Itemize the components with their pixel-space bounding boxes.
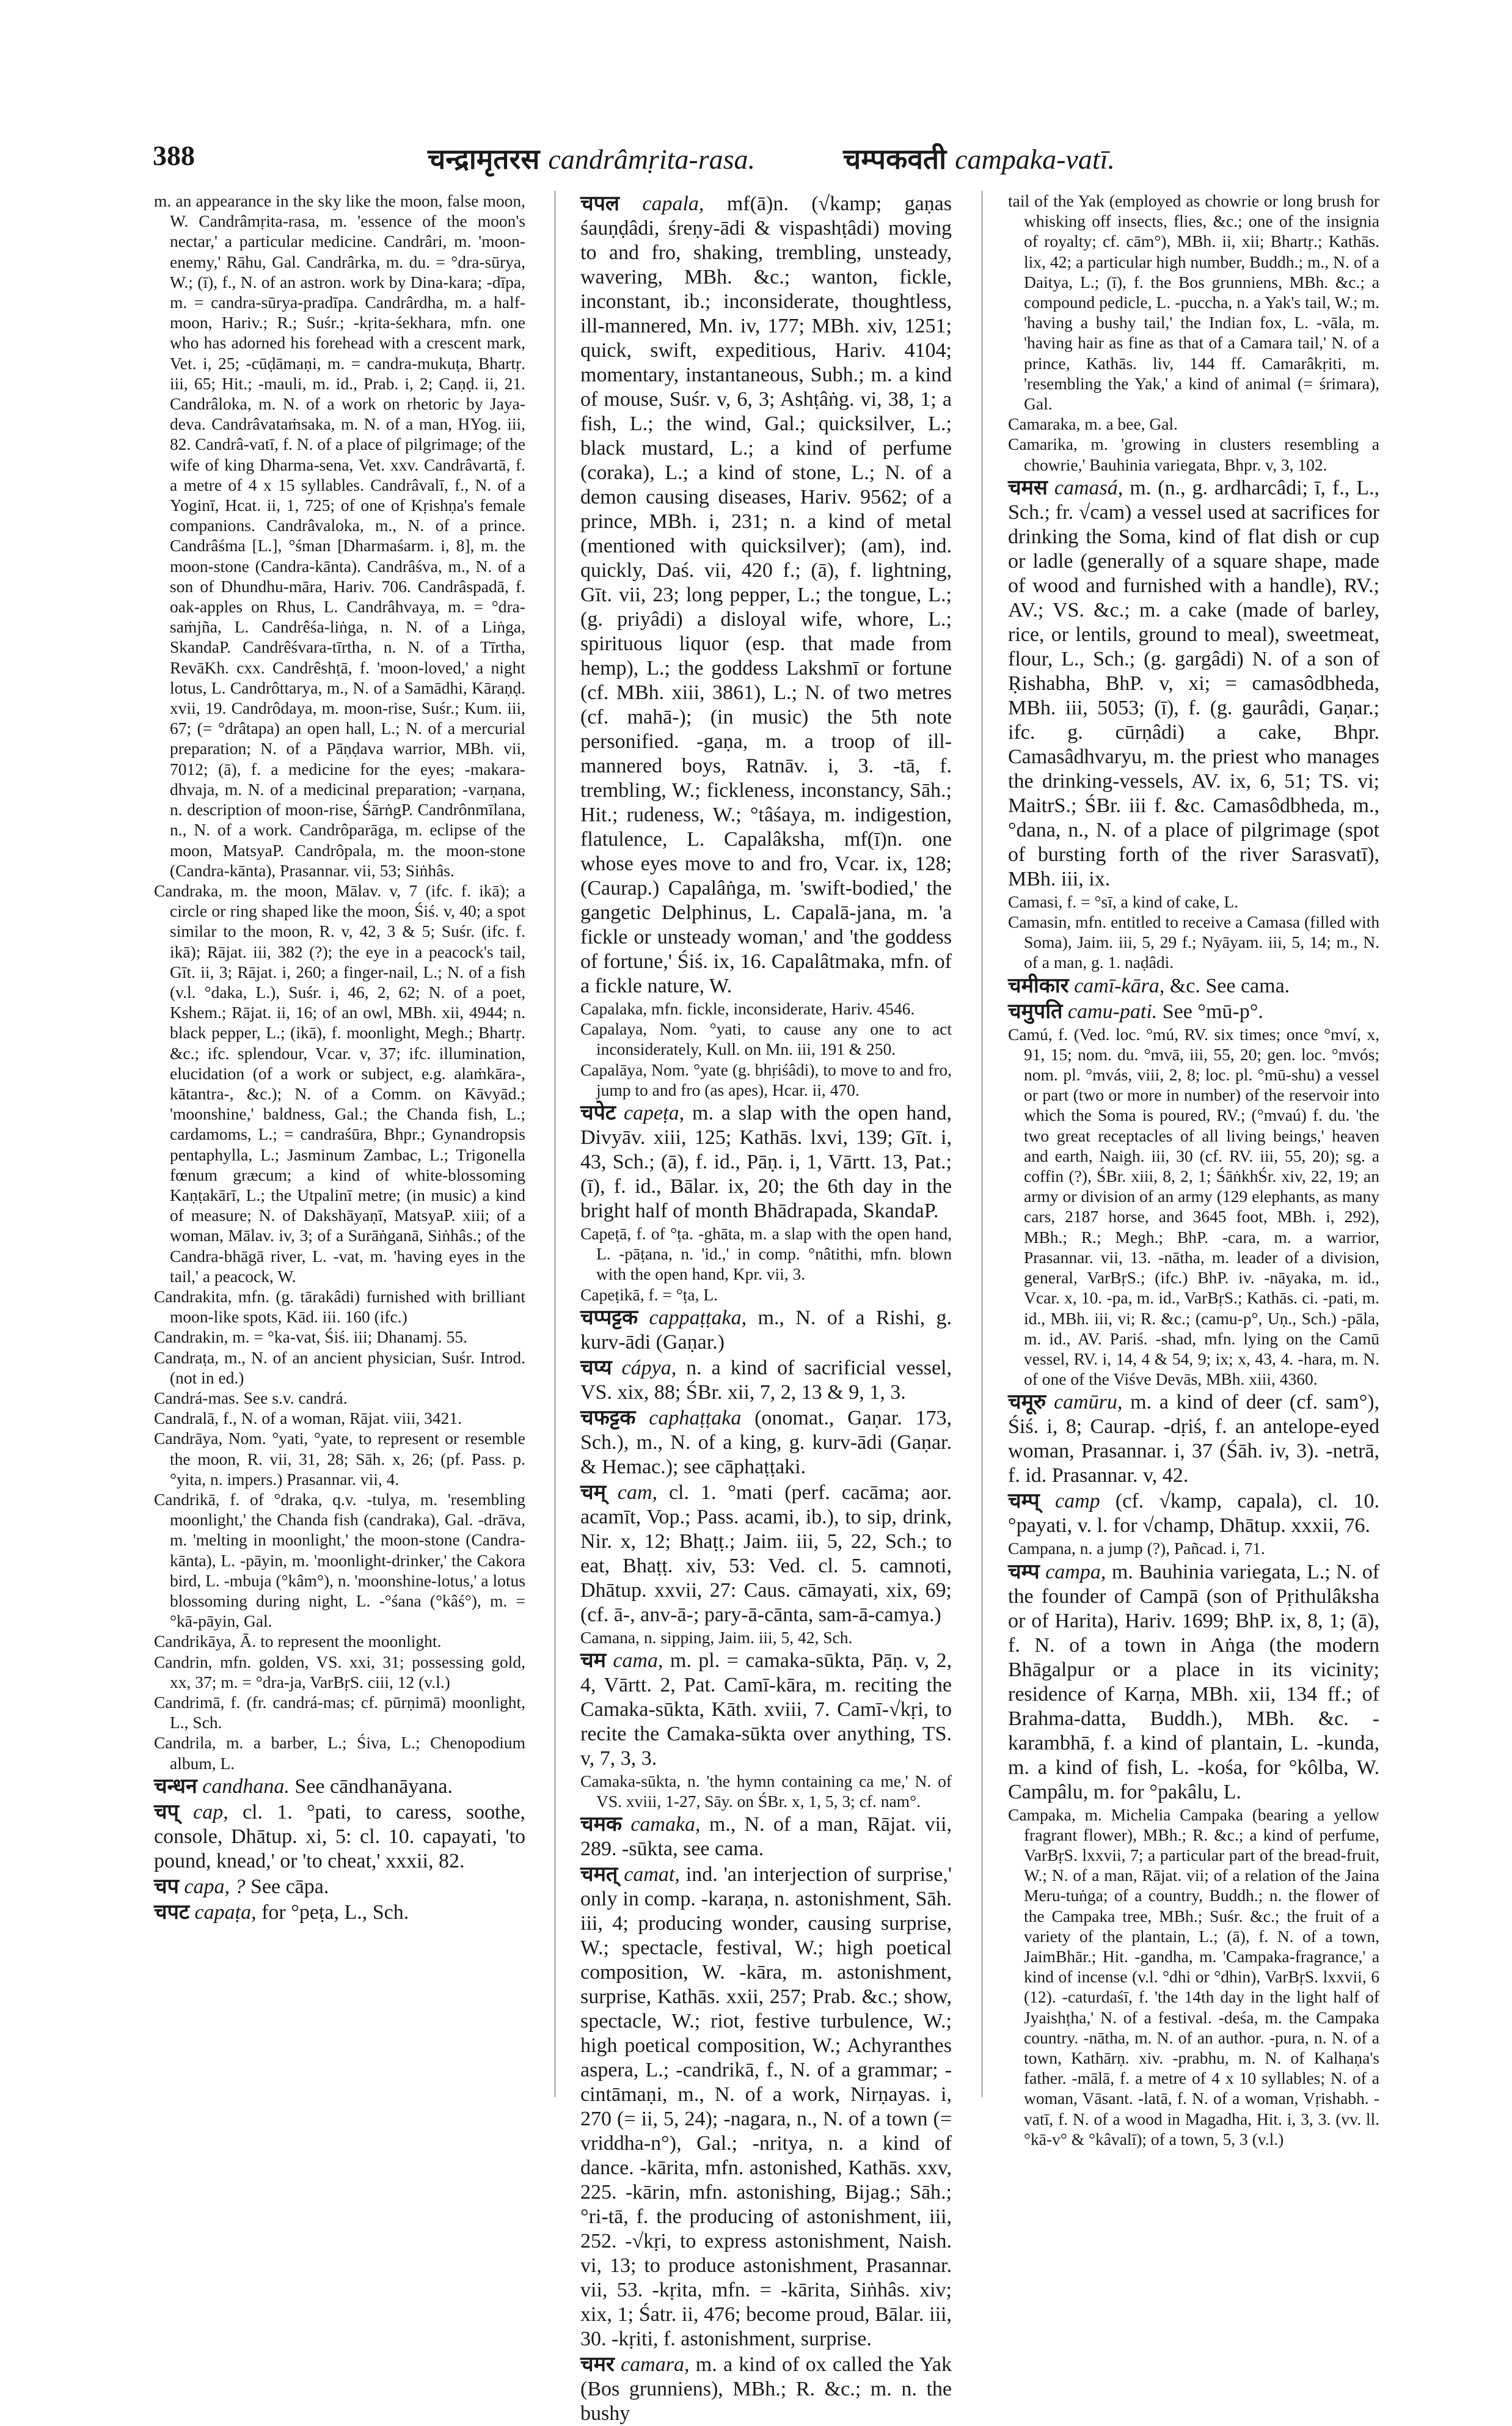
entry-headword-devanagari: चपेट [580, 1102, 616, 1125]
dictionary-sub-entry: Capalaka, mfn. fickle, inconsiderate, Hariv. 4546. [580, 999, 915, 1018]
dictionary-main-entry [580, 1356, 952, 1405]
entry-headword-transliteration: camūru, [1053, 1391, 1123, 1414]
entry-headword-devanagari: चमत् [580, 1863, 618, 1886]
page-header [153, 139, 1387, 188]
dictionary-sub-entry: Candrikā, f. of °draka, q.v. -tulya, m. 'resembling moonlight,' the Chanda fish (candraka), Gal. -drāva, m. 'melting in moonlight,' the moon-stone (Candra-kānta), L. -pāyin, m. 'moonlight-drinker,' the Cakora bird, L. -mbuja (°kâm°), n. 'moonshine-lotus,' a lotus blossoming during night, L. -°śana (°kâś°), m. = °kā-pāyin, Gal. [154, 1490, 525, 1631]
entry-definition: m. (n., g. ardharcâdi; ī, f., L., Sch.; fr. √cam) a vessel used at sacrifices for drinking the Soma, kind of flat dish or cup or ladle (generally of a square shape, made of wood and furnished with a handle), RV.; AV.; VS. &c.; m. a cake (made of barley, rice, or lentils, ground to meal), sweetmeat, flour, L., Sch.; (g. gargâdi) N. of a son of Ṛishabha, BhP. v, xi; = camasôdbheda, MBh. iii, 5053; (ī), f. (g. gaurâdi, Gaṇar.; ifc. g. cūrṇâdi) a cake, Bhpr. Camasâdhvaryu, m. the priest who manages the drinking-vessels, AV. ix, 6, 51; TS. vi; MaitrS.; ŚBr. iii f. &c. Camasôdbheda, m., °dana, n., N. of a place of pilgrimage (spot of bursting forth of the river Sarasvatī), MBh. iii, ix. [1008, 476, 1379, 890]
dictionary-column-2 [580, 191, 952, 2425]
entry-definition: m. a kind of deer (cf. sam°), Śiś. i, 8; Caurap. -dṛiś, f. an antelope-eyed woman, Prasannar. i, 37 (Śāh. iv, 3). -netrā, f. id. Prasannar. v, 42. [1008, 1391, 1380, 1487]
right-headword-transliteration: campaka-vatī. [955, 144, 1115, 175]
entry-definition: m. a slap with the open hand, Divyāv. xiii, 125; Kathās. lxvi, 139; Gīt. i, 43, Sch.; (ā), f. id., Pāṇ. i, 1, Vārtt. 13, Pat.; (ī), f. id., Bālar. ix, 20; the 6th day in the bright half of month Bhādrapada, SkandaP. [580, 1102, 952, 1223]
entry-definition: cl. 1. °mati (perf. cacāma; aor. acamīt, Vop.; Pass. acami, ib.), to sip, drink, Nir. x, 12; Bhaṭṭ.; Jaim. iii, 5, 22, Sch.; to eat, Bhaṭṭ. xiv, 53: Ved. cl. 5. camnoti, Dhātup. xxvii, 27: Caus. cāmayati, xix, 69; (cf. ā-, anv-ā-; pary-ā-cānta, sam-ā-camya.) [580, 1481, 952, 1626]
entry-headword-devanagari: चप [154, 1875, 179, 1898]
entry-headword-devanagari: चम्प् [1008, 1490, 1040, 1513]
dictionary-sub-entry: Candralā, f., N. of a woman, Rājat. viii, 3421. [154, 1409, 462, 1428]
entry-headword-transliteration: capeṭa, [623, 1102, 685, 1125]
entry-headword-transliteration: capaṭa, [194, 1900, 257, 1924]
entry-headword-transliteration: caphaṭṭaka [649, 1406, 742, 1429]
dictionary-main-entry [1008, 1390, 1379, 1488]
dictionary-main-entry [154, 1800, 525, 1874]
entry-headword-transliteration: camasá, [1054, 476, 1123, 499]
entry-definition: m., N. of a Rishi, g. kurv-ādi (Gaṇar.) [580, 1306, 952, 1354]
entry-definition: m. pl. = camaka-sūkta, Pāṇ. v, 2, 4, Vārtt. 2, Pat. Camī-kāra, m. reciting the Camaka-sūkta, Kāth. xviii, 7. Camī-√kṛi, to recite the Camaka-sūkta over anything, TS. v, 7, 3, 3. [580, 1649, 952, 1770]
entry-headword-devanagari: चमूरु [1008, 1391, 1046, 1414]
dictionary-main-entry [1008, 974, 1379, 999]
entry-headword-transliteration: cam, [617, 1481, 658, 1504]
entry-headword-transliteration: camaka, [630, 1813, 701, 1836]
dictionary-sub-entry: Camú, f. (Ved. loc. °mú, RV. six times; once °mví, x, 91, 15; nom. du. °mvā, iii, 55, 20; gen. loc. °mvós; nom. pl. °mvás, viii, 2, 8; loc. pl. °mū-shu) a vessel or part (two or more in number) of the reservoir into which the Soma is poured, RV.; (°mvaú) f. du. 'the two great receptacles of all living beings,' heaven and earth, Naigh. iii, 30 (cf. RV. iii, 55, 20); sg. a coffin (?), ŚBr. xiii, 8, 2, 1; ŚāṅkhŚr. xiv, 22, 19; an army or division of an army (129 elephants, as many cars, 2187 horse, and 3645 foot, MBh. i, 292), MBh.; R.; Megh.; BhP. -cara, m. a warrior, Prasannar. vii, 13. -nātha, m. leader of a division, general, VarBṛS.; (ifc.) BhP. iv. -nāyaka, m. id., Vcar. x, 10. -pa, m. id., VarBṛS.; Kathās. ci. -pati, m. id., MBh. iii, vi; R. &c.; (camu-p°, Uṇ., Sch.) -pāla, m. id., AV. Pariś. -shad, mfn. lying on the Camū vessel, RV. i, 14, 4 & 54, 9; ix; x, 43, 4. -hara, m. N. of one of the Viśve Devās, MBh. xiii, 4360. [1008, 1024, 1379, 1389]
entry-headword-devanagari: चमर [580, 2353, 615, 2377]
dictionary-sub-entry: Camarika, m. 'growing in clusters resembling a chowrie,' Bauhinia variegata, Bhpr. v, 3, 102. [1008, 434, 1379, 474]
dictionary-sub-entry: Capeṭā, f. of °ṭa. -ghāta, m. a slap with the open hand, L. -pāṭana, n. 'id.,' in comp. °nâtithi, mfn. blown with the open hand, Kpr. vii, 3. [580, 1224, 952, 1284]
dictionary-sub-entry: Camasin, mfn. entitled to receive a Camasa (filled with Soma), Jaim. iii, 5, 29 f.; Nyāyam. iii, 5, 14; m., N. of a man, g. 1. naḍâdi. [1008, 912, 1379, 972]
dictionary-main-entry [580, 2353, 952, 2426]
entry-definition: m. a kind of ox called the Yak (Bos grunniens), MBh.; R. &c.; m. n. the bushy [580, 2353, 952, 2425]
entry-headword-transliteration: camat, [624, 1863, 680, 1886]
dictionary-sub-entry: Capalaya, Nom. °yati, to cause any one to act inconsiderately, Kull. on Mn. iii, 191 & 250. [580, 1019, 952, 1059]
entry-headword-devanagari: चप्य [580, 1356, 612, 1379]
entry-headword-devanagari: चमीकार [1008, 974, 1069, 997]
dictionary-sub-entry: tail of the Yak (employed as chowrie or long brush for whisking off insects, flies, &c.; one of the insignia of royalty; cf. cām°), MBh. ii, xii; Bhartṛ.; Kathās. lix, 42; a particular high number, Buddh.; m., N. of a Daitya, L.; (ī), f. the Bos grunniens, MBh. &c.; a compound pedicle, L. -puccha, n. a Yak's tail, W.; m. 'having a bushy tail,' the Indian fox, L. -vāla, m. 'having hair as fine as that of a Camara tail,' N. of a prince, Kathās. liv, 144 ff. Camarâkṛiti, m. 'resembling the Yak,' a kind of animal (= śrimara), Gal. [1008, 191, 1379, 414]
entry-definition: mf(ā)n. (√kamp; gaṇas śauṇḍâdi, śreṇy-ādi & vispashṭâdi) moving to and fro, shaking, trembling, unsteady, wavering, MBh. &c.; wanton, fickle, inconstant, ib.; inconsiderate, thoughtless, ill-mannered, Mn. iv, 177; MBh. xiv, 1251; quick, swift, expeditious, Hariv. 4104; momentary, instantaneous, Subh.; m. a kind of mouse, Suśr. v, 6, 3; Ashṭâṅg. vi, 38, 1; a fish, L.; the wind, Gal.; quicksilver, L.; black mustard, L.; a kind of perfume (coraka), L.; a kind of stone, L.; N. of a demon causing diseases, Hariv. 9562; of a prince, MBh. i, 231; n. a kind of metal (mentioned with quicksilver); (am), ind. quickly, Daś. vii, 420 f.; (ā), f. lightning, Gīt. vii, 23; long pepper, L.; the tongue, L.; (g. priyâdi) a disloyal wife, whore, L.; spirituous liquor (esp. that made from hemp), L.; the goddess Lakshmī or fortune (cf. MBh. xiii, 3861), L.; N. of two metres (cf. mahā-); (in music) the 5th note personified. -gaṇa, m. a troop of ill-mannered boys, Ratnāv. i, 3. -tā, f. trembling, W.; fickleness, inconstancy, Sāh.; Hit.; rudeness, W.; °tâśaya, m. indigestion, flatulence, L. Capalâksha, mf(ī)n. one whose eyes move to and fro, Vcar. ix, 128; (Caurap.) Capalâṅga, m. 'swift-bodied,' the gangetic Delphinus, L. Capalā-jana, m. 'a fickle or unsteady woman,' and 'the goddess of fortune,' Śiś. ix, 16. Capalâtmaka, mfn. of a fickle nature, W. [580, 192, 952, 997]
dictionary-sub-entry: Candrakita, mfn. (g. tārakâdi) furnished with brilliant moon-like spots, Kād. iii. 160 (ifc.) [154, 1286, 525, 1327]
dictionary-sub-entry: Candrin, mfn. golden, VS. xxi, 31; possessing gold, xx, 37; m. = °dra-ja, VarBṛS. ciii, 12 (v.l.) [154, 1652, 525, 1691]
dictionary-main-entry [1008, 1000, 1379, 1024]
entry-headword-devanagari: चपल [580, 192, 619, 215]
entry-definition: See cāndhanāyana. [294, 1775, 453, 1798]
dictionary-sub-entry: Campaka, m. Michelia Campaka (bearing a yellow fragrant flower), MBh.; R. &c.; a kind of perfume, VarBṛS. lxxvii, 7; a particular part of the bread-fruit, W.; N. of a man, Rājat. vii; of a relation of the Jaina Meru-tuṅga; of a country, Buddh.; n. the flower of the Campaka tree, MBh.; Suśr. &c.; the fruit of a variety of the plantain, L.; (ā), f. N. of a town, JaimBhār.; Hit. -gandha, m. 'Campaka-fragrance,' a kind of incense (v.l. °dhi or °dhin), VarBṛS. lxxvii, 6 (12). -caturdaśī, f. 'the 14th day in the light half of Jyaishṭha,' N. of a festival. -deśa, m. the Campaka country. -nātha, m. N. of an author. -pura, n. N. of a town, Kathārṇ. xiv. -prabhu, m. N. of Kalhaṇa's father. -mālā, f. a metre of 4 x 10 syllables; N. of a woman, Vāsant. -latā, f. N. of a woman, Vṛishabh. -vatī, f. N. of a wood in Magadha, Hit. i, 3, 3. (vv. ll. °kā-v° & °kâvalī); of a town, 5, 3 (v.l.) [1008, 1805, 1379, 2149]
dictionary-main-entry [580, 1101, 952, 1223]
left-running-headword [428, 139, 755, 177]
entry-headword-transliteration: capala, [642, 192, 704, 215]
entry-headword-devanagari: चम् [580, 1481, 606, 1504]
dictionary-main-entry [1008, 1560, 1379, 1805]
dictionary-main-entry [1008, 1489, 1379, 1538]
entry-headword-transliteration: campa, [1045, 1560, 1106, 1583]
right-running-headword [843, 139, 1115, 177]
entry-definition: ind. 'an interjection of surprise,' only in comp. -karaṇa, n. astonishment, Sāh. iii, 4; producing wonder, causing surprise, W.; spectacle, festival, W.; high poetical composition, W. -kāra, m. astonishment, surprise, Kathās. xxii, 257; Prab. &c.; show, spectacle, W.; riot, festive turbulence, W.; high poetical composition, W.; Achyranthes aspera, L.; -candrikā, f., N. of a grammar; -cintāmaṇi, m., N. of a work, Nirṇayas. i, 270 (= ii, 5, 24); -nagara, n., N. of a town (= vriddha-n°), Gal.; -nritya, n. a kind of dance. -kārita, mfn. astonished, Kathās. xxv, 225. -kārin, mfn. astonishing, Bijag.; Sāh.; °ri-tā, f. the producing of astonishment, iii, 252. -√kṛi, to express astonishment, Naish. vi, 13; to produce astonishment, Prasannar. vii, 53. -kṛita, mfn. = -kārita, Siṅhâs. xiv; xix, 1; Śatr. ii, 476; become proud, Bālar. iii, 30. -kṛiti, f. astonishment, surprise. [580, 1863, 952, 2351]
entry-headword-devanagari: चमक [580, 1813, 623, 1836]
entry-headword-transliteration: cama, [613, 1649, 663, 1673]
entry-headword-devanagari: चमस [1008, 476, 1048, 499]
entry-definition: m. Bauhinia variegata, L.; N. of the founder of Campā (son of Pṛithulâksha or of Harita), Hariv. 1699; BhP. ix, 8, 1; (ā), f. N. of a town in Aṅga (the modern Bhāgalpur or a place in its vicinity; residence of Karṇa, MBh. xii, 134 ff.; of Brahma-datta, Buddh.), MBh. &c. -karambhā, f. a kind of plantain, L. -kunda, m. a kind of fish, L. -kośa, for °kôlba, W. Campâlu, m. for °pakâlu, L. [1008, 1560, 1380, 1803]
dictionary-sub-entry: Candrá-mas. See s.v. candrá. [154, 1388, 348, 1407]
dictionary-main-entry [580, 1406, 952, 1479]
dictionary-sub-entry: Camasi, f. = °sī, a kind of cake, L. [1008, 892, 1239, 911]
entry-definition: for °peṭa, L., Sch. [261, 1900, 409, 1924]
entry-headword-transliteration: capa, ? [184, 1875, 246, 1898]
entry-definition: See °mū-p°. [1162, 1000, 1263, 1023]
entry-headword-transliteration: camu-pati. [1067, 1000, 1158, 1023]
dictionary-sub-entry: Candrāya, Nom. °yati, °yate, to represent or resemble the moon, R. vii, 31, 28; Sāh. x, 26; (pf. Pass. p. °yita, n. impers.) Prasannar. vii, 4. [154, 1429, 525, 1489]
entry-headword-transliteration: cap, [193, 1800, 228, 1823]
dictionary-column-3 [1008, 191, 1380, 2149]
dictionary-main-entry [580, 1812, 952, 1861]
dictionary-sub-entry: Candrikāya, Ā. to represent the moonlight. [154, 1632, 442, 1651]
dictionary-sub-entry: m. an appearance in the sky like the moon, false moon, W. Candrâmṛita-rasa, m. 'essence of the moon's nectar,' a particular medicine. Candrâri, m. 'moon-enemy,' Rāhu, Gal. Candrârka, m. du. = °dra-sūrya, W.; (ī), f., N. of an astron. work by Dina-kara; -dīpa, m. = candra-sūrya-pradīpa. Candrârdha, m. a half-moon, Hariv.; R.; Suśr.; -kṛita-śekhara, mfn. one who has adorned his forehead with a crescent mark, Vet. i, 25; -cūḍāmaṇi, m. = candra-mukuṭa, Bhartṛ. iii, 65; Hit.; -mauli, m. id., Prab. i, 2; Caṇḍ. ii, 21. Candrâloka, m. N. of a work on rhetoric by Jaya-deva. Candrâvataṁsaka, m. N. of a man, HYog. iii, 82. Candrâ-vatī, f. N. of a place of pilgrimage; of the wife of king Dharma-sena, Vet. xxv. Candrâvartā, f. a metre of 4 x 15 syllables. Candrâvalī, f., N. of a Yoginī, Hcat. ii, 1, 725; of one of Kṛishṇa's female companions. Candrâvaloka, m., N. of a prince. Candrâśma [L.], °śman [Dharmaśarm. i, 8], m. the moon-stone (Candra-kānta). Candrâśva, m., N. of a son of Dhundhu-māra, Hariv. 706. Candrâspadā, f. oak-apples on Rhus, L. Candrâhvaya, m. = °dra-saṁjña, L. Candrêśa-liṅga, n. N. of a Liṅga, SkandaP. Candrêśvara-tīrtha, n. N. of a Tīrtha, RevāKh. cxx. Candrêshṭā, f. 'moon-loved,' a night lotus, L. Candrôttarya, m., N. of a Samādhi, Kāraṇḍ. xvii, 19. Candrôdaya, m. moon-rise, Suśr.; Kum. iii, 67; (= °drâtapa) an open hall, L.; N. of a mercurial preparation; N. of a Pāṇḍava warrior, MBh. vii, 7012; (ā), f. a medicine for the eyes; -makara-dhvaja, m. N. of a medicinal preparation; -varṇana, n. description of moon-rise, ŚārṅgP. Candrônmīlana, n., N. of a work. Candrôparāga, m. eclipse of the moon, MatsyaP. Candrôpala, m. the moon-stone (Candra-kānta), Prasannar. vii, 53; Siṅhâs. [154, 191, 525, 880]
left-headword-transliteration: candrâmṛita-rasa. [548, 144, 756, 175]
dictionary-sub-entry: Candrimā, f. (fr. candrá-mas; cf. pūrṇimā) moonlight, L., Sch. [154, 1693, 525, 1732]
dictionary-column-1 [154, 191, 525, 2097]
dictionary-sub-entry: Camaka-sūkta, n. 'the hymn containing ca me,' N. of VS. xviii, 1-27, Sāy. on ŚBr. x, 1, 5, 3; cf. nam°. [580, 1772, 952, 1811]
entry-headword-devanagari: चपट [154, 1900, 190, 1924]
right-headword-devanagari: चम्पकवती [843, 144, 947, 175]
entry-headword-devanagari: चमुपति [1008, 1000, 1063, 1023]
entry-definition: cl. 1. °pati, to caress, soothe, console, Dhātup. xi, 5: cl. 10. capayati, 'to pound, knead,' or 'to cheat,' xxxii, 82. [154, 1800, 526, 1872]
entry-definition: See cāpa. [250, 1875, 329, 1898]
entry-headword-devanagari: चन्धन [154, 1775, 197, 1798]
dictionary-sub-entry: Campana, n. a jump (?), Pañcad. i, 71. [1008, 1539, 1265, 1558]
dictionary-main-entry [580, 192, 952, 999]
dictionary-sub-entry: Candrila, m. a barber, L.; Śiva, L.; Chenopodium album, L. [154, 1733, 525, 1773]
entry-headword-transliteration: cappaṭṭaka, [649, 1306, 747, 1329]
entry-headword-transliteration: camara, [621, 2353, 690, 2377]
dictionary-sub-entry: Camana, n. sipping, Jaim. iii, 5, 42, Sch. [580, 1627, 853, 1647]
entry-headword-devanagari: चप् [154, 1800, 179, 1823]
entry-headword-transliteration: camp [1055, 1490, 1100, 1513]
dictionary-main-entry [154, 1875, 525, 1899]
dictionary-sub-entry: Capeṭikā, f. = °ṭa, L. [580, 1284, 718, 1304]
dictionary-main-entry [154, 1900, 525, 1925]
entry-definition: (cf. √kamp, capala), cl. 10. °payati, v. l. for √champ, Dhātup. xxxii, 76. [1008, 1490, 1379, 1537]
left-headword-devanagari: चन्द्रामृतरस [428, 144, 540, 175]
page-number: 388 [153, 140, 195, 171]
entry-definition: (onomat., Gaṇar. 173, Sch.), m., N. of a king, g. kurv-ādi (Gaṇar. & Hemac.); see cāphaṭṭaki. [580, 1406, 952, 1478]
entry-definition: &c. See cama. [1169, 974, 1290, 997]
entry-definition: n. a kind of sacrificial vessel, VS. xix, 88; ŚBr. xii, 7, 2, 13 & 9, 1, 3. [580, 1356, 952, 1404]
dictionary-sub-entry: Capalāya, Nom. °yate (g. bhṛiśâdi), to move to and fro, jump to and fro (as apes), Hcar. ii, 470. [580, 1060, 952, 1099]
dictionary-main-entry [1008, 476, 1379, 892]
dictionary-sub-entry: Candraṭa, m., N. of an ancient physician, Suśr. Introd. (not in ed.) [154, 1347, 525, 1387]
entry-headword-transliteration: camī-kāra, [1074, 974, 1165, 997]
dictionary-sub-entry: Camaraka, m. a bee, Gal. [1008, 414, 1178, 434]
entry-headword-devanagari: चम्प [1008, 1560, 1040, 1583]
entry-headword-devanagari: चफट्टक [580, 1406, 636, 1429]
dictionary-main-entry [154, 1775, 525, 1799]
entry-headword-devanagari: चम [580, 1649, 606, 1673]
entry-headword-devanagari: चप्पट्टक [580, 1306, 638, 1329]
entry-definition: m., N. of a man, Rājat. vii, 289. -sūkta, see cama. [580, 1813, 952, 1861]
dictionary-main-entry [580, 1863, 952, 2351]
dictionary-sub-entry: Candraka, m. the moon, Mālav. v, 7 (ifc. f. ikā); a circle or ring shaped like the moon, Śiś. v, 40; a spot similar to the moon, R. v, 42, 3 & 5; Suśr. (ifc. f. ikā); Rājat. iii, 382 (?); the eye in a peacock's tail, Gīt. ii, 3; Rājat. i, 260; a finger-nail, L.; N. of a fish (v.l. °daka, L.), Suśr. i, 46, 2, 62; N. of a poet, Kshem.; Rājat. ii, 16; of an owl, MBh. xii, 4944; n. black pepper, L.; (ikā), f. moonlight, Megh.; Bhartṛ. &c.; ifc. splendour, Vcar. v, 37; ifc. illumination, elucidation (of a work or subject, e.g. alaṁkāra-, kātantra-, &c.); N. of a Comm. on Kāvyād.; 'moonshine,' baldness, Gal.; the Chanda fish, L.; cardamoms, L.; = candraśūra, Bhpr.; Gynandropsis pentaphylla, L.; Jasminum Zambac, L.; Trigonella fœnum græcum; a kind of white-blossoming Kaṇṭakārī, L.; the Utpalinī metre; (in music) a kind of measure; N. of Dakshāyaṇī, MatsyaP. xiii; of a woman, Mālav. iv, 3; of a Surāṅganā, Siṅhâs.; of the Candra-bhāgā river, L. -vat, m. 'having eyes in the tail,' a peacock, W. [154, 881, 525, 1286]
dictionary-main-entry [580, 1481, 952, 1627]
dictionary-main-entry [580, 1649, 952, 1771]
entry-headword-transliteration: candhana. [202, 1775, 290, 1798]
dictionary-sub-entry: Candrakin, m. = °ka-vat, Śiś. iii; Dhanamj. 55. [154, 1327, 468, 1347]
entry-headword-transliteration: cápya, [621, 1356, 677, 1379]
dictionary-main-entry [580, 1306, 952, 1355]
